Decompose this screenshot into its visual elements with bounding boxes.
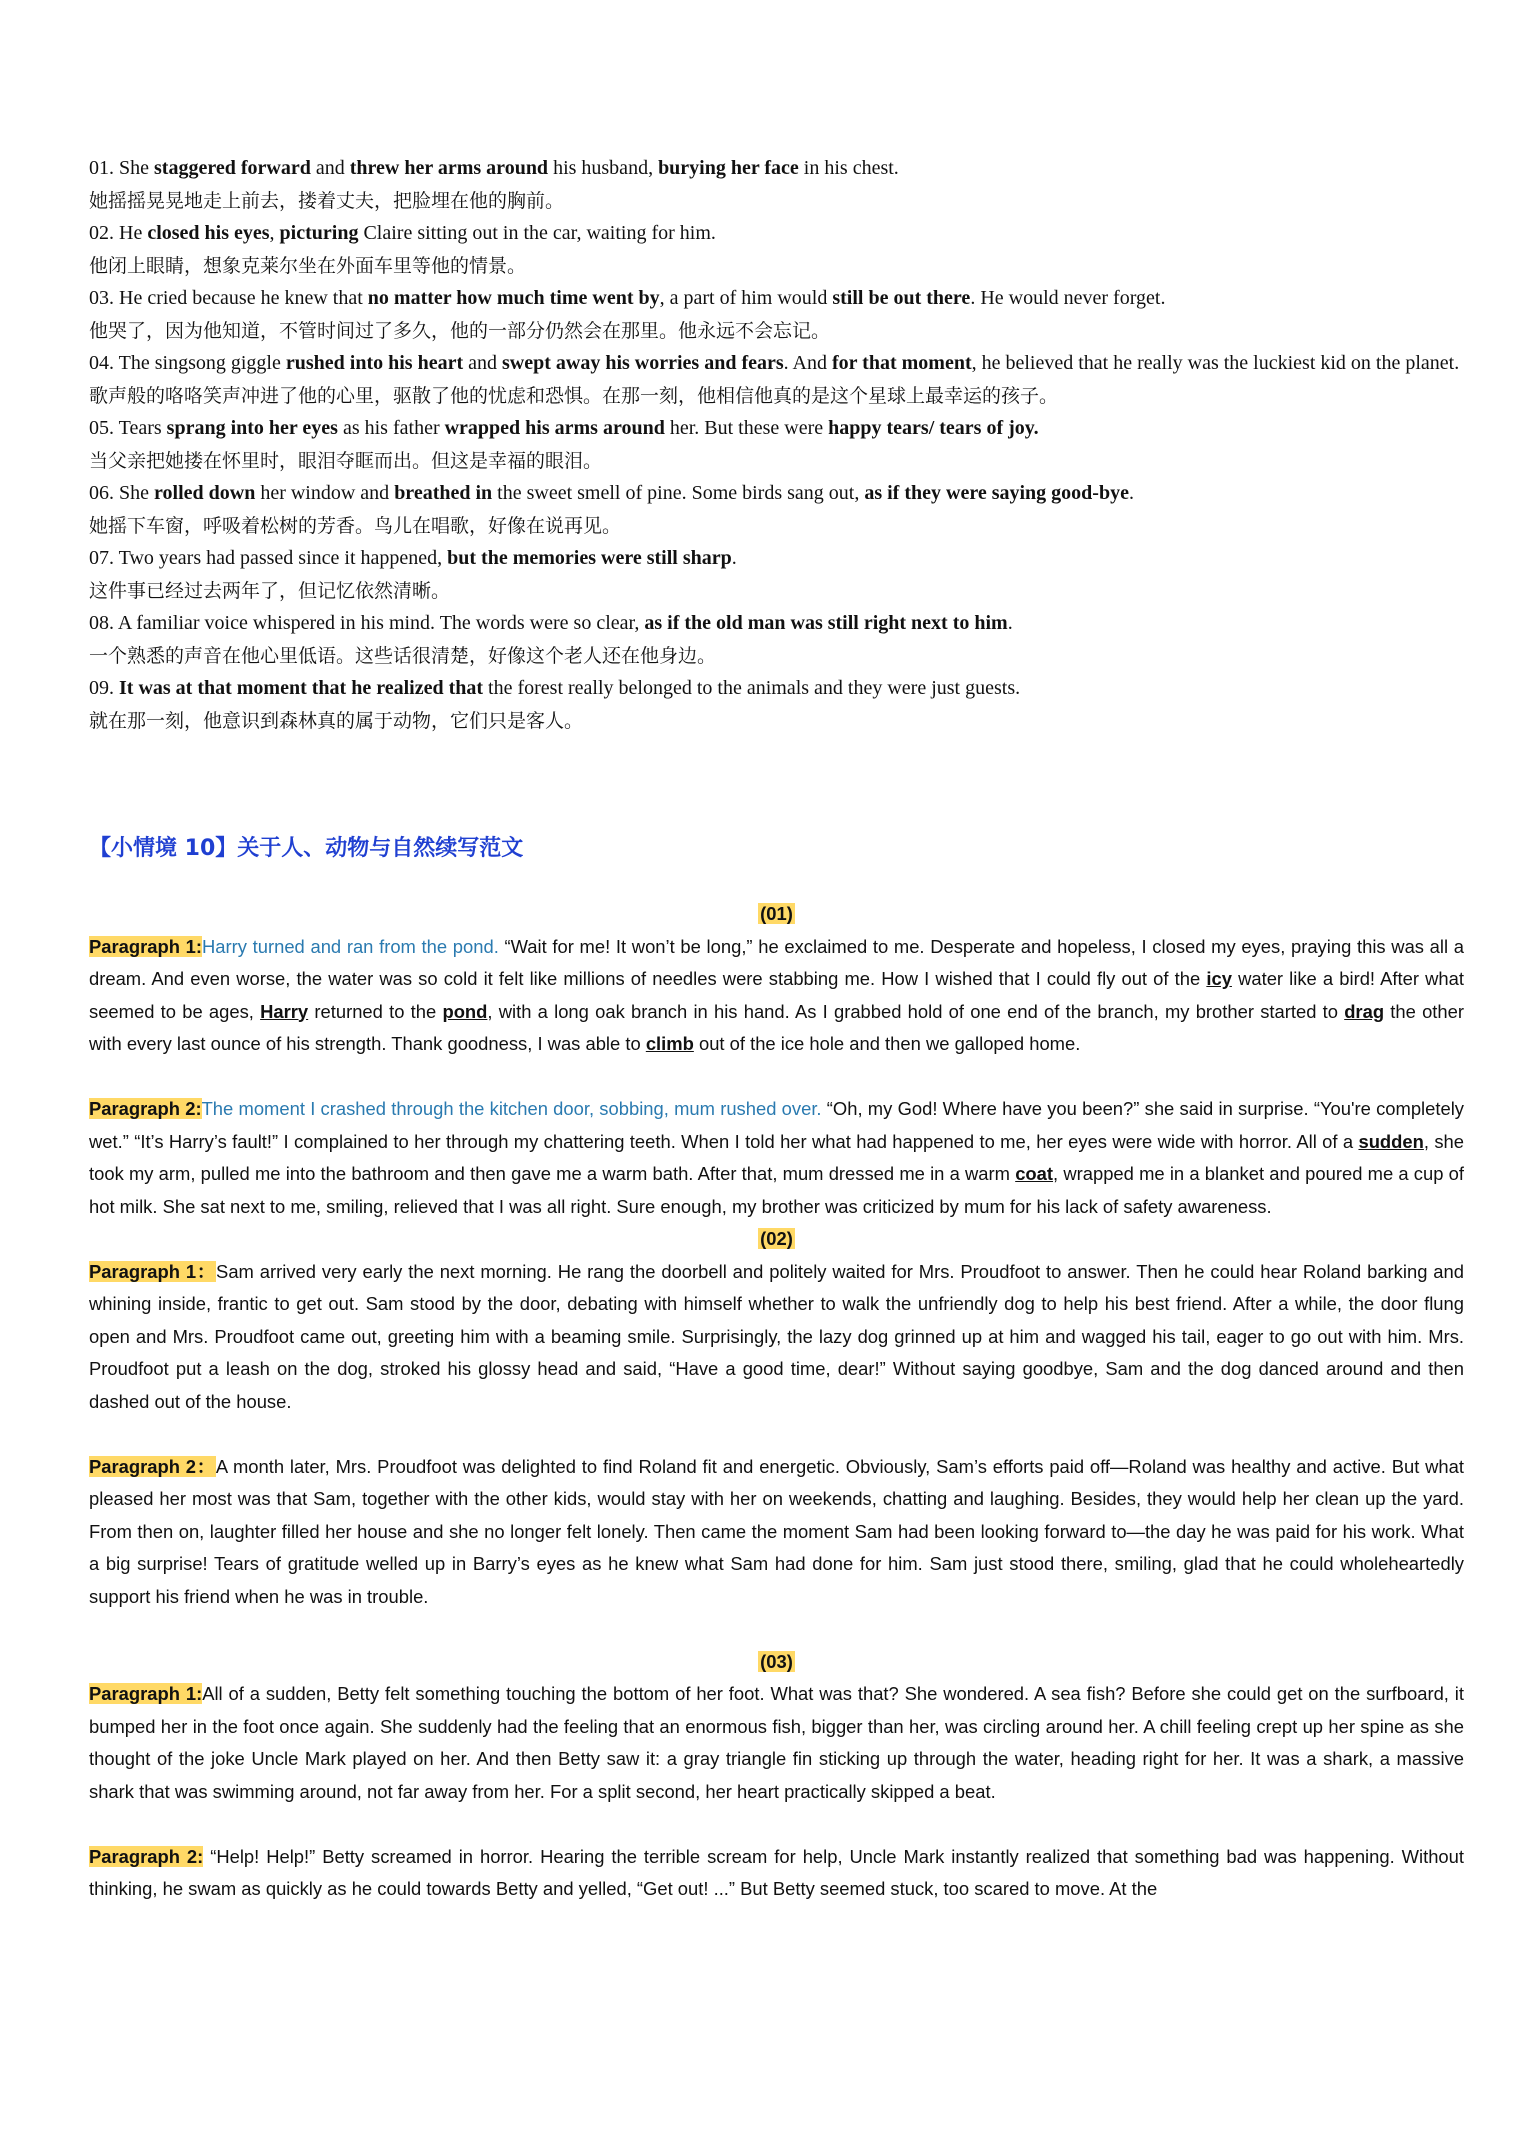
key-phrase: threw her arms around [349, 157, 549, 179]
text-run: “Wait for me! It won’t be long,” he exclaimed to me. Desperate and hopeless, I closed my eyes, praying this was all a dream. And even worse, the water was so cold it felt like millions of needles were stabbing me. How I wished that I could fly out of the [89, 935, 1464, 989]
sentence-02-chinese: 他闭上眼睛，想象克莱尔坐在外面车里等他的情景。 [89, 254, 527, 277]
text-run: the sweet smell of pine. Some birds sang out, [492, 482, 865, 504]
text-run: , wrapped me in a blanket and poured me a cup of hot milk. She sat next to me, smiling, relieved that I was all right. Sure enough, my brother was criticized by mum for his lack of safety awareness. [89, 1163, 1464, 1217]
text-run: “Help! Help!” Betty screamed in horror. Hearing the terrible scream for help, Uncle Mark instantly realized that something bad was happening. Without thinking, he swam as quickly as he could towards Betty and yelled, “Get out! ...” But Betty seemed stuck, too scared to move. At the [89, 1845, 1464, 1899]
sentence-08-english [89, 607, 1464, 640]
text-run: Claire sitting out in the car, waiting for him. [358, 222, 716, 244]
sentence-03-english [89, 282, 1464, 315]
sentence-04-english [89, 347, 1464, 380]
text-run: “Oh, my God! Where have you been?” she said in surprise. “You're completely wet.” “It’s Harry’s fault!” I complained to her through my chattering teeth. When I told her what had happened to me, her eyes were wide with horror. All of a [89, 1098, 1464, 1152]
key-phrase: staggered forward [154, 157, 311, 179]
essay-paragraph [89, 1451, 1464, 1614]
text-run: , he believed that he really was the luckiest kid on the planet. [971, 352, 1460, 374]
sentence-06-chinese: 她摇下车窗，呼吸着松树的芳香。鸟儿在唱歌，好像在说再见。 [89, 514, 622, 537]
text-run: , she took my arm, pulled me into the bathroom and then gave me a warm bath. After that, mum dressed me in a warm [89, 1130, 1465, 1184]
text-run: her. But these were [664, 417, 829, 439]
text-run: , with a long oak branch in his hand. As I grabbed hold of one end of the branch, my brother started to [487, 1000, 1345, 1022]
text-run: . [1007, 612, 1013, 634]
paragraph-lead-sentence: Harry turned and ran from the pond. [202, 935, 499, 957]
text-run: returned to the [308, 1000, 443, 1022]
keyword: climb [645, 1033, 694, 1054]
key-phrase: still be out there [832, 287, 971, 309]
key-phrase: happy tears/ tears of joy. [828, 417, 1039, 439]
text-run: , a part of him would [659, 287, 833, 309]
keyword: pond [442, 1000, 488, 1022]
spacer [89, 1061, 1464, 1094]
text-run: 07. Two years had passed since it happened, [89, 547, 448, 569]
essay-paragraph [89, 1093, 1464, 1223]
text-run: 05. Tears [89, 417, 167, 439]
text-run: the forest really belonged to the animals and they were just guests. [483, 677, 1021, 699]
text-run: his husband, [548, 157, 659, 179]
essay-paragraph [89, 1256, 1464, 1419]
paragraph-label: Paragraph 2： [89, 1455, 216, 1477]
paragraph-label: Paragraph 1： [89, 1260, 217, 1282]
text-run: A month later, Mrs. Proudfoot was delighted to find Roland fit and energetic. Obviously, Sam’s efforts paid off—Roland was healthy and active. But what pleased her most was that Sam, together with the other kids, would stay with her on weekends, chatting and laughing. Besides, they would help her clean up the yard. From then on, laughter filled her house and she no longer felt lonely. Then came the moment Sam had been looking forward to—the day he was paid for his work. What a big surprise! Tears of gratitude welled up in Barry’s eyes as he knew what Sam had done for him. Sam just stood there, smiling, glad that he could wholeheartedly support his friend when he was in trouble. [89, 1455, 1465, 1607]
keyword: sudden [1358, 1130, 1424, 1152]
text-run: . And [783, 352, 832, 374]
key-phrase: as if the old man was still right next to him [644, 612, 1008, 634]
paragraph-label: Paragraph 2: [89, 1098, 202, 1119]
text-run: Sam arrived very early the next morning. He rang the doorbell and politely waited for Mrs. Proudfoot to answer. Then he could hear Roland barking and whining inside, frantic to get out. Sam stood by the door, debating with himself whether to walk the unfriendly dog to help his best friend. After a while, the door flung open and Mrs. Proudfoot came out, greeting him with a beaming smile. Surprisingly, the lazy dog grinned up at him and wagged his tail, eager to go out with him. Mrs. Proudfoot put a leash on the dog, stroked his glossy head and said, “Have a good time, dear!” Without saying goodbye, Sam and the dog danced around and then dashed out of the house. [89, 1260, 1464, 1412]
sentence-07-english [89, 542, 1464, 575]
text-run: her window and [255, 482, 395, 504]
sentence-01-chinese: 她摇摇晃晃地走上前去，搂着丈夫，把脸埋在他的胸前。 [89, 189, 565, 212]
key-phrase: no matter how much time went by [367, 287, 660, 309]
spacer [89, 1418, 1464, 1451]
text-run: as his father [337, 417, 445, 439]
sentence-04-chinese: 歌声般的咯咯笑声冲进了他的心里，驱散了他的忧虑和恐惧。在那一刻，他相信他真的是这个星球上最幸运的孩子。 [89, 384, 1059, 407]
text-run: . [1128, 482, 1134, 504]
paragraph-lead-sentence: The moment I crashed through the kitchen door, sobbing, mum rushed over. [201, 1098, 822, 1119]
text-run: All of a sudden, Betty felt something touching the bottom of her foot. What was that? She wondered. A sea fish? Before she could get on the surfboard, it bumped her in the foot once again. She suddenly had the feeling that an enormous fish, bigger than her, was circling around her. A chill feeling crept up her spine as she thought of the joke Uncle Mark played on her. And then Betty saw it: a gray triangle fin sticking up through the water, heading right for her. It was a shark, a massive shark that was swimming around, not far away from her. For a split second, her heart practically skipped a beat. [89, 1683, 1464, 1802]
text-run: and [310, 157, 350, 179]
key-phrase: picturing [279, 222, 359, 244]
sentence-01-english [89, 152, 1464, 185]
text-run: , [269, 222, 280, 244]
keyword: Harry [260, 1000, 309, 1022]
keyword: icy [1206, 968, 1232, 989]
sentence-list [89, 152, 1464, 737]
text-run: water like a bird! After what seemed to be ages, [89, 968, 1464, 1022]
essay-list [89, 898, 1464, 1906]
key-phrase: breathed in [394, 482, 493, 504]
key-phrase: rolled down [154, 482, 256, 504]
text-run: and [463, 352, 502, 374]
sentence-07-chinese: 这件事已经过去两年了，但记忆依然清晰。 [89, 579, 451, 602]
key-phrase: for that moment [832, 352, 972, 374]
spacer [89, 1808, 1464, 1841]
text-run: 09. [89, 677, 119, 699]
paragraph-label: Paragraph 1: [89, 1683, 203, 1704]
sentence-03-chinese: 他哭了，因为他知道，不管时间过了多久，他的一部分仍然会在那里。他永远不会忘记。 [89, 319, 831, 342]
key-phrase: rushed into his heart [285, 352, 464, 374]
essay-number-label: (01) [760, 903, 793, 924]
key-phrase: burying her face [658, 157, 799, 179]
essay-paragraph [89, 1678, 1464, 1808]
text-run: . He would never forget. [970, 287, 1166, 309]
essay-number [89, 898, 1464, 931]
sentence-09-chinese: 就在那一刻，他意识到森林真的属于动物，它们只是客人。 [89, 709, 584, 732]
essay-paragraph [89, 1841, 1464, 1906]
text-run: 04. The singsong giggle [89, 352, 286, 374]
sentence-09-english [89, 672, 1464, 705]
essay-number [89, 1646, 1464, 1679]
essay-number [89, 1223, 1464, 1256]
paragraph-label: Paragraph 2: [89, 1845, 204, 1867]
text-run: in his chest. [798, 157, 899, 179]
key-phrase: It was at that moment that he realized that [119, 677, 484, 699]
sentence-06-english [89, 477, 1464, 510]
key-phrase: closed his eyes [147, 222, 270, 244]
sentence-08-chinese: 一个熟悉的声音在他心里低语。这些话很清楚，好像这个老人还在他身边。 [89, 644, 717, 667]
key-phrase: sprang into her eyes [166, 417, 338, 439]
key-phrase: swept away his worries and fears [502, 352, 784, 374]
sentence-05-chinese: 当父亲把她搂在怀里时，眼泪夺眶而出。但这是幸福的眼泪。 [89, 449, 603, 472]
text-run: . [731, 547, 737, 569]
essay-paragraph [89, 931, 1464, 1061]
text-run: 06. She [89, 482, 154, 504]
paragraph-label: Paragraph 1: [89, 935, 202, 957]
essay-number-label: (03) [760, 1650, 793, 1672]
key-phrase: but the memories were still sharp [447, 547, 732, 569]
spacer [89, 1613, 1464, 1646]
sentence-05-english [89, 412, 1464, 445]
sentence-02-english [89, 217, 1464, 250]
text-run: 03. He cried because he knew that [89, 287, 368, 309]
essay-number-label: (02) [760, 1228, 793, 1249]
text-run: out of the ice hole and then we galloped home. [693, 1033, 1081, 1054]
keyword: drag [1344, 1000, 1385, 1022]
key-phrase: wrapped his arms around [444, 417, 665, 439]
section-heading: 【小情境 10】关于人、动物与自然续写范文 [89, 836, 524, 861]
key-phrase: as if they were saying good-bye [864, 482, 1129, 504]
text-run: 08. A familiar voice whispered in his mind. The words were so clear, [89, 612, 645, 634]
text-run: 01. She [89, 157, 154, 179]
keyword: coat [1015, 1163, 1054, 1184]
text-run: the other with every last ounce of his strength. Thank goodness, I was able to [89, 1000, 1464, 1054]
text-run: 02. He [89, 222, 148, 244]
